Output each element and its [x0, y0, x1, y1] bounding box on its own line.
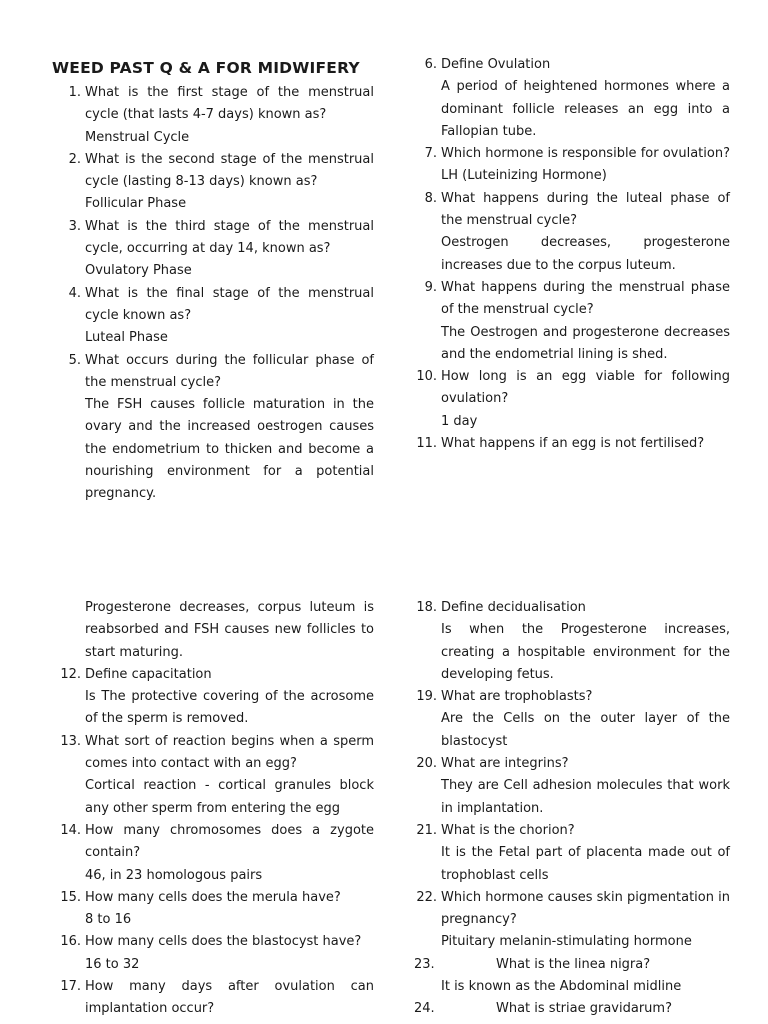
question-text: Define Ovulation: [441, 57, 551, 72]
question: [52, 149, 374, 194]
question-number: 10.: [416, 369, 437, 385]
question: [52, 216, 374, 261]
question-number: 4.: [68, 285, 81, 301]
answer: 8 to 16: [85, 912, 132, 928]
question-number: 17.: [60, 979, 81, 995]
question: [408, 188, 730, 233]
question-text: How many days after ovulation can implantation occur?: [85, 979, 374, 1017]
answer: Pituitary melanin-stimulating hormone: [441, 934, 692, 950]
question: [52, 887, 374, 909]
question-number: 19.: [416, 689, 437, 705]
answer-continuation: Progesterone decreases, corpus luteum is reabsorbed and FSH causes new follicles to start maturing.: [85, 600, 374, 660]
qa-column-bottom-left: [52, 597, 374, 1021]
question-number: 18.: [416, 600, 437, 615]
answer: Follicular Phase: [85, 196, 187, 212]
answer: It is the Fetal part of placenta made out of trophoblast cells: [441, 845, 730, 883]
question: [408, 597, 730, 619]
question-text: What is the third stage of the menstrual cycle, occurring at day 14, known as?: [85, 218, 374, 257]
answer: 16 to 32: [85, 956, 140, 972]
question-text: Define decidualisation: [441, 600, 586, 615]
question-number: 9.: [424, 279, 437, 295]
answer: Is when the Progesterone increases, creating a hospitable environment for the developing fetus.: [441, 622, 730, 682]
answer: Are the Cells on the outer layer of the blastocyst: [441, 711, 730, 749]
question-number: 15.: [60, 889, 81, 905]
question-text: How many cells does the merula have?: [85, 889, 341, 905]
answer: Ovulatory Phase: [85, 263, 192, 279]
question-number: 14.: [60, 822, 81, 838]
answer: A period of heightened hormones where a dominant follicle releases an egg into a Fallopian tube.: [441, 79, 730, 139]
question: [408, 954, 730, 976]
question-text: What is the first stage of the menstrual cycle (that lasts 4-7 days) known as?: [85, 85, 374, 123]
question: [408, 143, 730, 165]
question-number: 21.: [416, 822, 437, 838]
answer: It is known as the Abdominal midline: [441, 979, 682, 995]
question-text: How long is an egg viable for following ovulation?: [441, 369, 730, 407]
question-number: 11.: [416, 436, 437, 452]
question-text: What are integrins?: [441, 756, 569, 772]
question-number: 12.: [60, 666, 81, 682]
question-text: Define capacitation: [85, 666, 212, 682]
question: [52, 82, 374, 127]
question-number: 13.: [60, 733, 81, 749]
question: [52, 976, 374, 1021]
question-number: 5.: [68, 352, 81, 368]
question-text: Which hormone causes skin pigmentation in pregnancy?: [441, 889, 730, 928]
question: [408, 998, 730, 1020]
answer: Is The protective covering of the acrosome of the sperm is removed.: [85, 689, 374, 727]
question: [408, 366, 730, 411]
qa-column-top-right: [408, 54, 730, 455]
question-number: 8.: [424, 190, 437, 206]
question-number: 7.: [424, 146, 437, 162]
question: [408, 54, 730, 76]
document-title: WEED PAST Q & A FOR MIDWIFERY: [52, 59, 360, 77]
question-text: What happens during the menstrual phase of the menstrual cycle?: [441, 279, 730, 318]
answer: Luteal Phase: [85, 330, 168, 346]
answer: The Oestrogen and progesterone decreases and the endometrial lining is shed.: [441, 324, 730, 362]
question-text: How many cells does the blastocyst have?: [85, 934, 362, 950]
question-number: 20.: [416, 756, 437, 772]
question-number: 6.: [424, 57, 437, 72]
question-number: 16.: [60, 934, 81, 950]
question-number: 24.: [414, 1001, 435, 1017]
answer: They are Cell adhesion molecules that work in implantation.: [441, 778, 730, 816]
question-text: What is striae gravidarum?: [496, 1001, 672, 1017]
answer: 46, in 23 homologous pairs: [85, 867, 263, 883]
question: [408, 686, 730, 708]
question: [408, 753, 730, 775]
answer: The FSH causes follicle maturation in the ovary and the increased oestrogen causes the endometrium to thicken and become a nourishing environment for a potential pregnancy.: [85, 397, 374, 502]
question: [52, 283, 374, 328]
question-text: What is the linea nigra?: [496, 956, 651, 972]
question: [52, 350, 374, 395]
qa-column-bottom-right: [408, 597, 730, 1021]
question-number: 23.: [414, 956, 435, 972]
question: [408, 887, 730, 932]
question-text: Which hormone is responsible for ovulation?: [441, 146, 730, 162]
question-text: What is the second stage of the menstrual cycle (lasting 8-13 days) known as?: [85, 151, 374, 190]
question: [408, 820, 730, 842]
question-text: What happens during the luteal phase of the menstrual cycle?: [441, 190, 730, 229]
question-text: What sort of reaction begins when a sperm comes into contact with an egg?: [85, 733, 374, 772]
question-number: 3.: [68, 218, 81, 234]
question-text: What happens if an egg is not fertilised?: [441, 436, 705, 452]
answer: Menstrual Cycle: [85, 129, 190, 145]
answer: LH (Luteinizing Hormone): [441, 168, 607, 184]
answer: 1 day: [441, 413, 478, 429]
question: [52, 731, 374, 776]
question-text: How many chromosomes does a zygote contain?: [85, 822, 374, 861]
question: [52, 664, 374, 686]
question: [52, 931, 374, 953]
question-text: What is the final stage of the menstrual cycle known as?: [85, 285, 374, 323]
question-text: What occurs during the follicular phase of the menstrual cycle?: [85, 352, 374, 390]
question-number: 2.: [68, 151, 81, 167]
question-number: 22.: [416, 889, 437, 905]
question: [408, 277, 730, 322]
question-text: What is the chorion?: [441, 822, 575, 838]
qa-column-top-left: [52, 82, 374, 506]
question-number: 1.: [68, 85, 81, 100]
question-text: What are trophoblasts?: [441, 689, 593, 705]
answer: Oestrogen decreases, progesterone increases due to the corpus luteum.: [441, 235, 730, 273]
question: [52, 820, 374, 865]
answer: Cortical reaction - cortical granules block any other sperm from entering the egg: [85, 778, 374, 816]
question: [408, 433, 730, 455]
